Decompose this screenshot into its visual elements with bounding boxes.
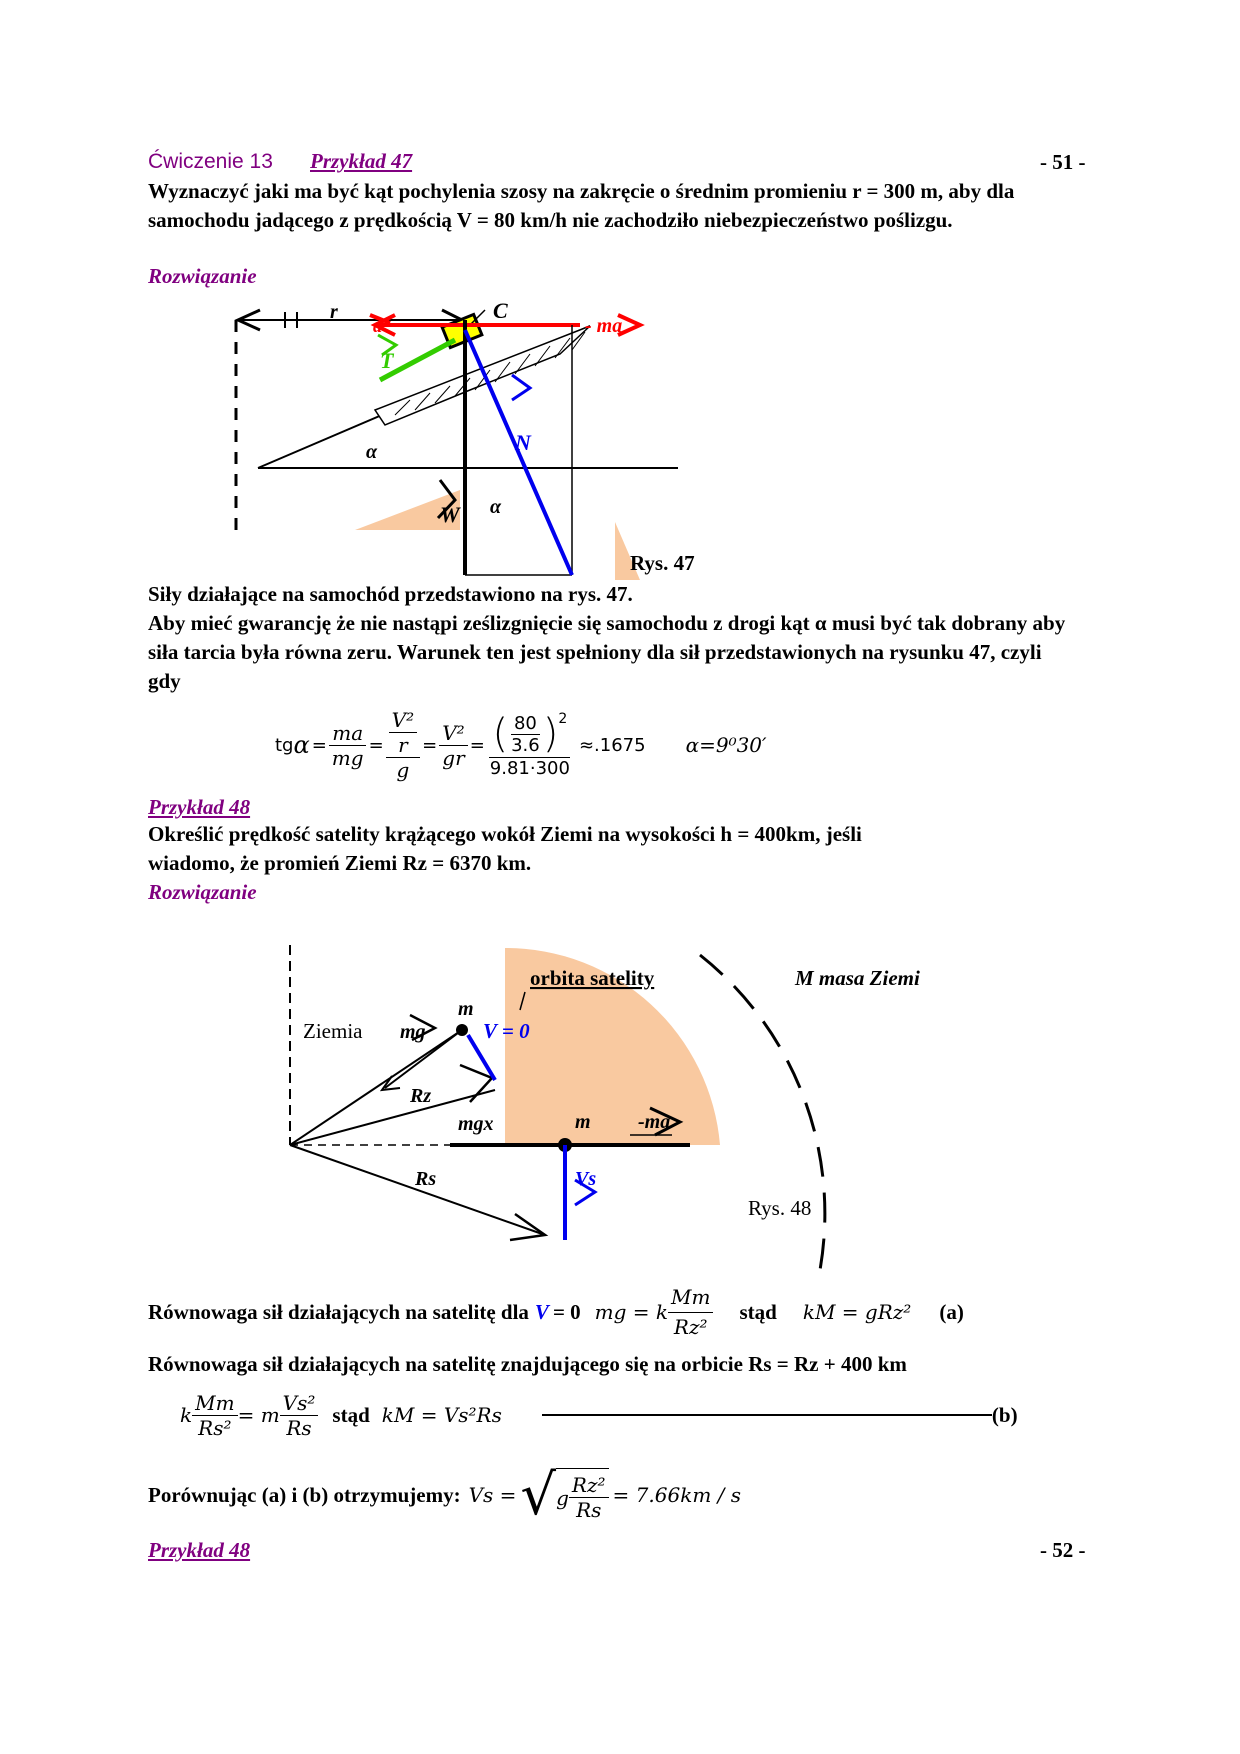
example-47-title[interactable]: Przykład 47 [310,149,413,173]
label-c: C [493,298,508,323]
ex48-solution-label: Rozwiązanie [148,880,257,904]
footer-example-48[interactable]: Przykład 48 [148,1538,251,1562]
fig48-caption: Rys. 48 [748,1196,812,1220]
ex47-result: α=9⁰30′ [685,733,767,757]
label-vs: Vs [575,1168,597,1190]
example-48-title[interactable]: Przykład 48 [148,795,251,819]
label-w: W [440,502,460,527]
page-number-top: - 51 - [1040,150,1086,174]
line-to-m-top [290,1030,462,1145]
label-t: T [380,348,394,373]
ex48-problem-1: Określić prędkość satelity krążącego wokół Ziemi na wysokości h = 400km, jeśli [148,822,862,846]
ex47-equation: tg α = $\frac{ma}{mg}$ = $\frac{\frac{\text{V²}}{r}}{g}$ = $\frac{\text{V²}}{gr}$ = ( $\frac{80}{3.6}$ ) $^2$ 9.81·300 ≈.1675 α=9⁰30′ [275,708,767,782]
fig47-caption: Rys. 47 [630,551,695,575]
orbit-arc [700,955,825,1270]
label-n: N [515,430,531,455]
label-m-mid: m [575,1111,591,1133]
line-rs [290,1145,545,1235]
label-ma: - ma [585,315,623,337]
road-body [375,326,590,425]
label-mg: mg [400,1021,426,1043]
figure-47 [0,290,1240,580]
ex47-problem: Wyznaczyć jaki ma być kąt pochylenia szosy na zakręcie o średnim promieniu r = 300 m, aby dla samochodu jadącego z prędkością V = 80 km/h nie zachodziło niebezpieczeństwo poślizgu. [148,179,1015,232]
point-m-top [456,1024,468,1036]
label-orbit: orbita satelity [530,966,655,990]
label-ma: -ma [638,1111,671,1133]
figure-48 [0,930,1240,1290]
label-v0: V = 0 [483,1019,530,1043]
exercise-label: Ćwiczenie 13 [148,150,273,173]
label-alpha-2: α [490,496,502,518]
label-a: a [373,316,382,336]
balance-1: Równowaga sił działających na satelitę dla V = 0 mg = k $\frac{Mm}{\text{Rz²}}$ stąd kM = gRz² (a) [148,1284,964,1339]
ex47-p2: Aby mieć gwarancję że nie nastąpi ześlizgnięcie się samochodu z drogi kąt α musi być tak dobrany aby siła tarcia była równa zeru. Warunek ten jest spełniony dla sił przedstawionych na rysunku 47, czyli gdy [148,611,1066,693]
ex47-solution-label: Rozwiązanie [148,264,257,288]
label-earth: Ziemia [303,1019,363,1043]
label-m-top: m [458,998,474,1020]
balance-2-equation: k $\frac{Mm}{\text{Rs²}}$ = m $\frac{\text{Vs²}}{Rs}$ stąd kM = Vs²Rs (b) [180,1390,1018,1440]
label-m-mass: M masa Ziemi [795,966,920,990]
label-mgx: mgx [458,1113,494,1135]
label-rs: Rs [415,1168,437,1190]
label-alpha-1: α [366,441,378,463]
comparison: Porównując (a) i (b) otrzymujemy: Vs = √ g $\frac{\text{Rz²}}{Rs}$ = 7.66km / s [148,1462,741,1528]
page-number-bottom: - 52 - [1040,1538,1086,1562]
label-rz: Rz [410,1085,432,1107]
label-r: r [330,301,338,323]
ex48-problem-2: wiadomo, że promień Ziemi Rz = 6370 km. [148,851,532,875]
balance-2: Równowaga sił działających na satelitę znajdującego się na orbicie Rs = Rz + 400 km [148,1352,907,1376]
ex47-p1: Siły działające na samochód przedstawiono na rys. 47. [148,582,633,606]
